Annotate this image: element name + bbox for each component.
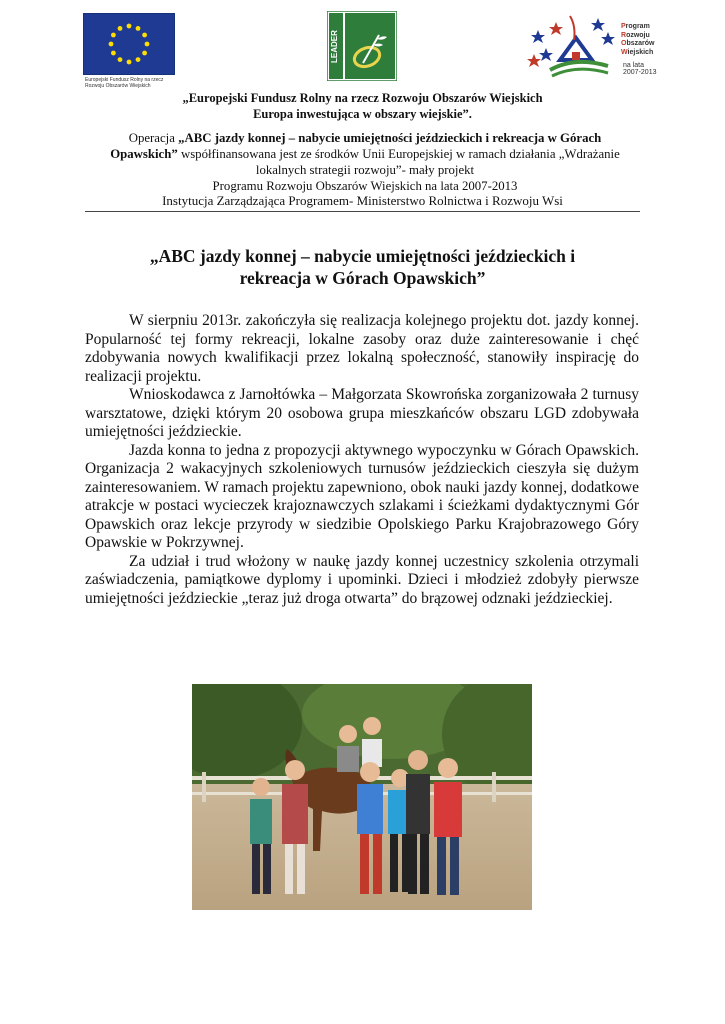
photo-illustration — [192, 684, 532, 910]
eu-caption — [83, 77, 175, 89]
leader-text: LEADER — [330, 30, 339, 64]
fund-line: Europa inwestująca w obszary wiejskie”. — [253, 107, 472, 121]
paragraph: W sierpniu 2013r. zakończyła się realizacja kolejnego projektu dot. jazdy konnej. Popularność tej formy rekreacji, lokalne zasoby oraz duże zainteresowanie i chęć zdobywania nowych kwalifikacji przez lokalną społeczność, stanowiły inspirację do realizacji projektu. — [85, 312, 639, 385]
fund-line: „Europejski Fundusz Rolny na rzecz Rozwoju Obszarów Wiejskich — [182, 91, 543, 105]
oper-rest: współfinansowana jest ze środków Unii Europejskiej w ramach działania „Wdrażanie lokalnych strategii rozwoju”- mały projekt — [177, 147, 620, 177]
fund-header — [0, 90, 725, 122]
paragraph: Za udział i trud włożony w naukę jazdy konnej uczestnicy szkolenia otrzymali zaświadczenia, pamiątkowe dyplomy i upominki. Dzieci i młodzież zdobyły pierwsze umiejętności jeździeckie „teraz już droga otwarta” do brązowej odznaki jeździeckiej. — [85, 552, 639, 607]
prow-text — [621, 23, 654, 57]
oper-title: „ABC jazdy konnej – nabycie umiejętności jeździeckich i rekreacja w Górach Opawskich” — [110, 131, 602, 161]
oper-program: Programu Rozwoju Obszarów Wiejskich na lata 2007-2013 — [212, 179, 518, 193]
prow-line: Program — [621, 23, 650, 30]
eu-caption-line: Europejski Fundusz Rolny na rzecz — [85, 77, 164, 83]
paragraph: Jazda konna to jedna z propozycji aktywnego wypoczynku w Górach Opawskich. Organizacja 2 wakacyjnych szkoleniowych turnusów jeździeckich cieszyła się dużym zainteresowaniem. W ramach projektu zapewniono, obok nauki jazdy konnej, dodatkowe atrakcje w postaci wycieczek krajoznawczych szlakami i ścieżkami dydaktycznymi Gór Opawskich oraz lekcje przyrody w siedzibie Opolskiego Parku Krajobrazowego Góry Opawskie w Pokrzywnej. — [85, 441, 639, 551]
prow-line: Obszarów — [621, 40, 655, 47]
prow-emblem-icon — [526, 8, 618, 86]
eu-flag-icon — [83, 13, 175, 75]
article-title — [85, 245, 640, 289]
paragraph: Wnioskodawca z Jarnołtówka – Małgorzata Skowrońska zorganizowała 2 turnusy warsztatowe, dzięki którym 20 osobowa grupa mieszkańców obszaru LGD zdobywała umiejętności jeździeckie. — [85, 386, 639, 440]
oper-prefix: Operacja — [128, 131, 179, 145]
prow-logo — [526, 8, 661, 86]
group-photo — [192, 684, 532, 910]
header-divider — [85, 211, 640, 212]
eu-logo — [83, 13, 175, 91]
title-line: „ABC jazdy konnej – nabycie umiejętności jeździeckich i — [149, 246, 576, 266]
article-body — [85, 312, 639, 608]
title-line: rekreacja w Górach Opawskich” — [239, 268, 486, 288]
institution-line: Instytucja Zarządzająca Programem- Ministerstwo Rolnictwa i Rozwoju Wsi — [162, 193, 563, 208]
leader-logo — [327, 11, 397, 81]
prow-line: Wiejskich — [621, 48, 654, 56]
eu-caption-line: Rozwoju Obszarów Wiejskich — [85, 83, 151, 89]
operation-statement — [95, 130, 635, 194]
prow-years: na lata 2007-2013 — [623, 62, 657, 76]
prow-line: Rozwoju — [621, 31, 650, 39]
